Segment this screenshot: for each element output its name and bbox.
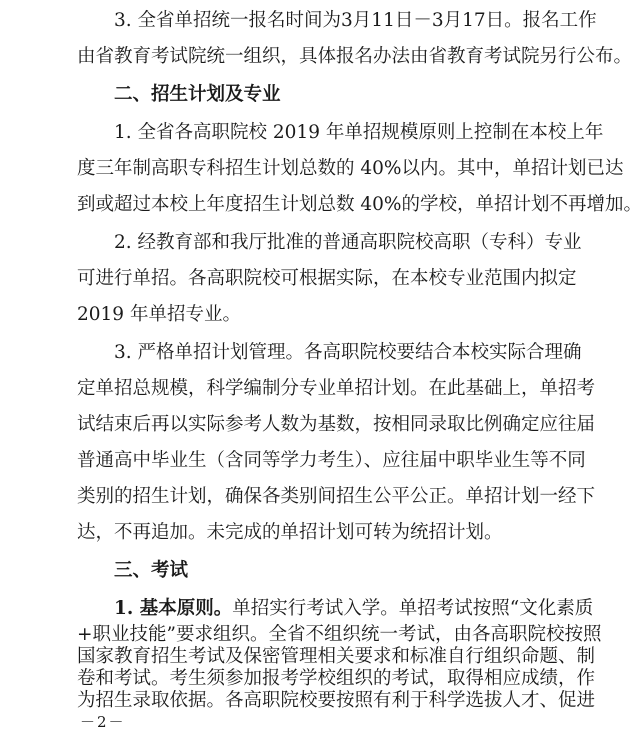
line-text: 可进行单招。各高职院校可根据实际，在本校专业范围内拟定 bbox=[77, 268, 577, 289]
paragraph-line bbox=[0, 261, 643, 297]
line-text: +职业技能”要求组织。全省不组织统一考试，由各高职院校按照 bbox=[77, 624, 602, 645]
heading-text: 三、考试 bbox=[114, 560, 189, 581]
line-text: 1. 全省各高职院校 2019 年单招规模原则上控制在本校上年 bbox=[114, 122, 604, 143]
paragraph-line bbox=[0, 297, 643, 333]
line-text: 达，不再追加。未完成的单招计划可转为统招计划。 bbox=[77, 522, 503, 543]
paragraph-line bbox=[0, 443, 643, 479]
paragraph-line bbox=[0, 39, 643, 75]
bold-lead: 1. 基本原则。 bbox=[114, 598, 233, 619]
paragraph-line bbox=[0, 3, 643, 39]
line-text: 度三年制高职专科招生计划总数的 40%以内。其中，单招计划已达 bbox=[77, 158, 624, 179]
line-rest: 单招实行考试入学。单招考试按照“文化素质 bbox=[232, 598, 594, 619]
line-text: 为招生录取依据。各高职院校要按照有利于科学选拔人才、促进 bbox=[77, 690, 596, 711]
paragraph-line bbox=[0, 115, 643, 151]
line-text: 国家教育招生考试及保密管理相关要求和标准自行组织命题、制 bbox=[77, 646, 596, 667]
paragraph-line bbox=[0, 407, 643, 443]
line-text: 到或超过本校上年度招生计划总数 40%的学校，单招计划不再增加。 bbox=[77, 194, 643, 215]
paragraph-line bbox=[0, 335, 643, 371]
paragraph-line bbox=[0, 225, 643, 261]
section-heading bbox=[0, 77, 643, 113]
line-text: 卷和考试。考生须参加报考学校组织的考试，取得相应成绩，作 bbox=[77, 668, 596, 689]
line-text: 试结束后再以实际参考人数为基数，按相同录取比例确定应往届 bbox=[77, 414, 596, 435]
line-text: 2. 经教育部和我厅批准的普通高职院校高职（专科）专业 bbox=[114, 232, 582, 253]
heading-text: 二、招生计划及专业 bbox=[114, 84, 281, 105]
paragraph-line bbox=[0, 151, 643, 187]
paragraph-line bbox=[0, 187, 643, 223]
paragraph-line bbox=[0, 371, 643, 407]
page-number: －2－ bbox=[80, 713, 126, 731]
line-text: 2019 年单招专业。 bbox=[77, 304, 241, 325]
line-text: 类别的招生计划，确保各类别间招生公平公正。单招计划一经下 bbox=[77, 486, 596, 507]
line-text: 3. 严格单招计划管理。各高职院校要结合本校实际合理确 bbox=[114, 342, 582, 363]
line-text: 3. 全省单招统一报名时间为3月11日－3月17日。报名工作 bbox=[114, 10, 597, 31]
line-text: 定单招总规模，科学编制分专业单招计划。在此基础上，单招考 bbox=[77, 378, 596, 399]
section-heading bbox=[0, 553, 643, 589]
line-text: 普通高中毕业生（含同等学力考生）、应往届中职毕业生等不同 bbox=[77, 450, 586, 471]
paragraph-line bbox=[0, 479, 643, 515]
paragraph-line bbox=[0, 515, 643, 551]
line-text: 由省教育考试院统一组织，具体报名办法由省教育考试院另行公布。 bbox=[77, 46, 633, 67]
paragraph-line bbox=[0, 687, 643, 715]
